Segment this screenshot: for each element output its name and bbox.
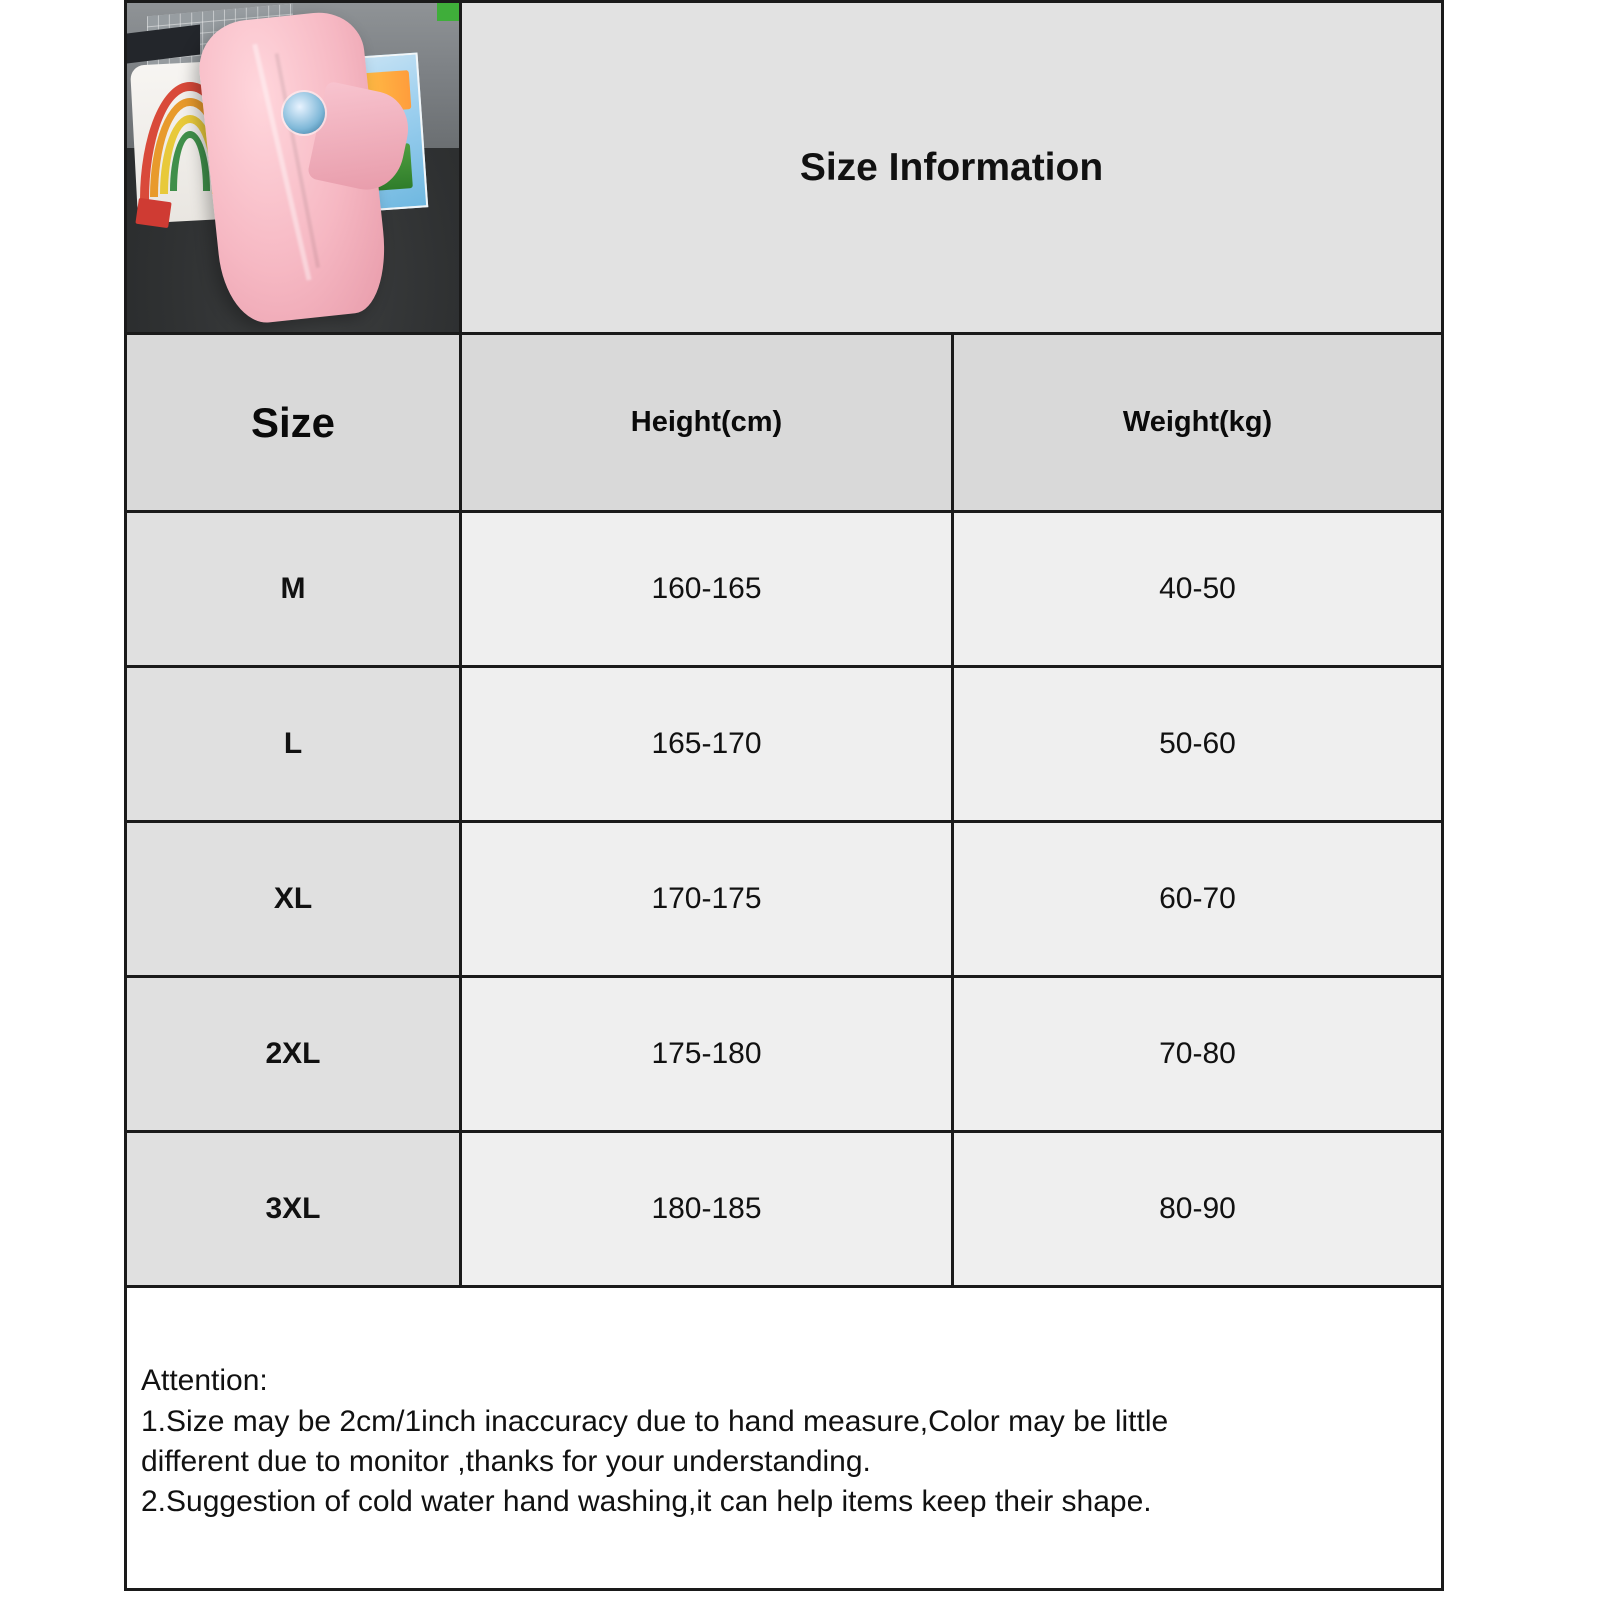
cell-size: M [126, 512, 461, 667]
column-header-height: Height(cm) [461, 334, 953, 512]
product-photo-cell [126, 2, 461, 334]
cell-height: 175-180 [461, 977, 953, 1132]
cell-weight: 60-70 [953, 822, 1443, 977]
page-title: Size Information [461, 2, 1443, 334]
attention-cell [126, 1287, 1443, 1590]
photo-red-tag [135, 198, 172, 229]
cell-size: 3XL [126, 1132, 461, 1287]
table-row [126, 667, 1443, 822]
table-row [126, 977, 1443, 1132]
cell-weight: 80-90 [953, 1132, 1443, 1287]
column-header-size: Size [126, 334, 461, 512]
cell-weight: 40-50 [953, 512, 1443, 667]
table-row [126, 822, 1443, 977]
table-row-column-headers [126, 334, 1443, 512]
table-row-attention [126, 1287, 1443, 1590]
attention-text [141, 1362, 1427, 1522]
shirt-chest-logo-icon [283, 92, 325, 134]
table-row-header-top [126, 2, 1443, 334]
attention-line-1: 1.Size may be 2cm/1inch inaccuracy due to hand measure,Color may be little [141, 1404, 1169, 1438]
cell-height: 170-175 [461, 822, 953, 977]
cell-size: XL [126, 822, 461, 977]
cell-height: 165-170 [461, 667, 953, 822]
table-row [126, 1132, 1443, 1287]
attention-line-2: different due to monitor ,thanks for your understanding. [141, 1445, 871, 1478]
attention-heading: Attention: [141, 1364, 268, 1398]
cell-weight: 50-60 [953, 667, 1443, 822]
attention-line-3: 2.Suggestion of cold water hand washing,it can help items keep their shape. [141, 1485, 1152, 1519]
column-header-weight: Weight(kg) [953, 334, 1443, 512]
cell-size: L [126, 667, 461, 822]
table-row [126, 512, 1443, 667]
product-photo [127, 3, 459, 332]
cell-height: 160-165 [461, 512, 953, 667]
cell-size: 2XL [126, 977, 461, 1132]
cell-weight: 70-80 [953, 977, 1443, 1132]
photo-green-corner-mark [437, 3, 459, 21]
size-information-table [124, 0, 1444, 1591]
cell-height: 180-185 [461, 1132, 953, 1287]
